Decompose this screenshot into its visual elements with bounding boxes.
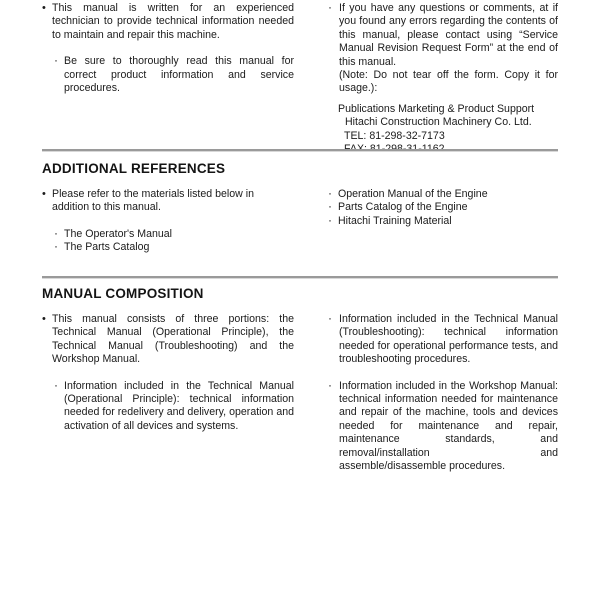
reference-item-1 (328, 188, 558, 201)
manual-composition-title: MANUAL COMPOSITION (42, 286, 204, 301)
intro-right-note-text: (Note: Do not tear off the form. Copy it for usage.): (339, 69, 558, 95)
small-bullet-icon: · (328, 0, 332, 14)
additional-references-right-column (328, 188, 558, 228)
references-lead-bullet (42, 188, 294, 215)
small-bullet-icon: · (54, 225, 58, 240)
manual-composition-left-column (42, 313, 294, 433)
intro-left-bullet-1 (42, 2, 294, 42)
composition-right-item-1-text: Information included in the Technical Manual (Troubleshooting): technical information needed for operational performance tests, and troubleshooting procedures. (339, 313, 558, 366)
small-bullet-icon: · (328, 199, 332, 214)
intro-left-bullet-1-text: This manual is written for an experienced technician to provide technical information needed to maintain and repair this machine. (52, 2, 294, 41)
composition-right-item-1 (328, 313, 558, 367)
contact-company-line: Hitachi Construction Machinery Co. Ltd. (345, 116, 532, 129)
references-sub-item-1 (42, 225, 294, 241)
intro-left-column (42, 2, 294, 95)
spacer (328, 367, 558, 380)
additional-references-title: ADDITIONAL REFERENCES (42, 161, 226, 176)
round-bullet-icon: • (42, 188, 46, 200)
intro-right-note (328, 69, 558, 96)
small-bullet-icon: · (54, 377, 58, 392)
intro-left-bullet-2-text: Be sure to thoroughly read this manual for correct product information and service procedures. (64, 55, 294, 95)
contact-publications-line: Publications Marketing & Product Support (338, 102, 535, 115)
small-bullet-icon: · (328, 377, 332, 392)
references-sub-item-1-text: The Operator's Manual (64, 227, 173, 240)
reference-item-1-text: Operation Manual of the Engine (338, 188, 488, 200)
small-bullet-icon: · (54, 239, 58, 254)
references-sub-item-2-text: The Parts Catalog (64, 241, 150, 254)
small-bullet-icon: · (328, 186, 332, 200)
composition-lead-bullet (42, 313, 294, 367)
composition-lead-text: This manual consists of three portions: the Technical Manual (Operational Principle), the Technical Manual (Troubleshooting) and the Workshop Manual. (52, 313, 294, 366)
manual-composition-right-column (328, 313, 558, 473)
additional-references-rule (42, 149, 558, 152)
composition-right-item-2-text: Information included in the Workshop Manual: technical information needed for maintenance and repair of the machine, tools and devices needed for maintenance and repair, maintenance standards, and removal/installation and assemble/disassemble procedures. (339, 379, 558, 473)
intro-right-column (328, 2, 558, 156)
spacer (42, 215, 294, 228)
reference-item-3-text: Hitachi Training Material (338, 214, 452, 227)
manual-composition-rule (42, 276, 558, 279)
references-sub-item-2 (42, 241, 294, 254)
composition-left-sub-item-1-text: Information included in the Technical Manual (Operational Principle): technical information needed for redelivery and delivery, operation and activation of all devices and systems. (64, 379, 294, 432)
intro-right-bullet-1 (328, 2, 558, 69)
small-bullet-icon: · (54, 53, 58, 68)
round-bullet-icon: • (42, 2, 46, 14)
contact-tel-line: TEL: 81-298-32-7173 (344, 129, 445, 142)
reference-item-2-text: Parts Catalog of the Engine (338, 201, 468, 214)
round-bullet-icon: • (42, 313, 46, 325)
small-bullet-icon: · (328, 311, 332, 325)
references-lead-text: Please refer to the materials listed below in addition to this manual. (52, 188, 254, 214)
intro-left-bullet-2 (42, 55, 294, 95)
small-bullet-icon: · (328, 212, 332, 227)
reference-item-3 (328, 212, 558, 228)
intro-right-bullet-1-text: If you have any questions or comments, at if you found any errors regarding the contents of this manual, please contact using “Service Manual Revision Request Form” at the end of this manual. (339, 2, 558, 68)
composition-left-sub-item-1 (42, 377, 294, 434)
additional-references-left-column (42, 188, 294, 255)
spacer (42, 367, 294, 380)
reference-item-2 (328, 201, 558, 214)
composition-right-item-2 (328, 377, 558, 474)
spacer (328, 96, 558, 103)
